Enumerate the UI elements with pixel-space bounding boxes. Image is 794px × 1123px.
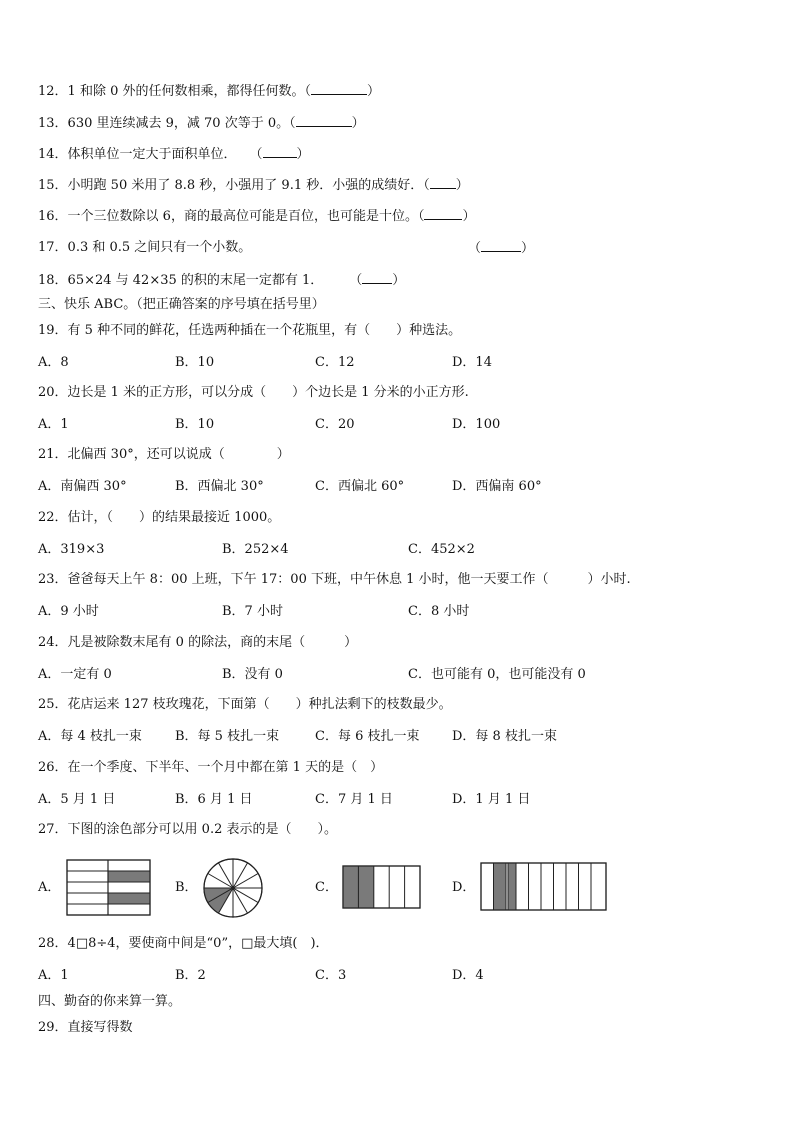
- q26-option-d[interactable]: D．1 月 1 日: [452, 792, 531, 807]
- q22-option-c[interactable]: C．452×2: [408, 542, 475, 557]
- q20-option-b[interactable]: B．10: [175, 417, 215, 432]
- question-15: [38, 177, 469, 194]
- section-heading-4: 四、勤奋的你来算一算。: [38, 994, 182, 1009]
- question-19: 19．有 5 种不同的鲜花，任选两种插在一个花瓶里，有（ ）种选法。: [38, 323, 462, 338]
- answer-blank[interactable]: [296, 115, 352, 127]
- q26-option-c[interactable]: C．7 月 1 日: [315, 792, 393, 807]
- q28-option-d[interactable]: D．4: [452, 968, 484, 983]
- answer-blank[interactable]: [424, 208, 462, 220]
- question-21: 21．北偏西 30°，还可以说成（ ）: [38, 447, 290, 462]
- q19-option-a[interactable]: A．8: [38, 355, 69, 370]
- question-text: 12．1 和除 0 外的任何数相乘，都得任何数。（: [38, 84, 311, 99]
- question-text: 17．0.3 和 0.5 之间只有一个小数。: [38, 240, 252, 255]
- q19-option-b[interactable]: B．10: [175, 355, 215, 370]
- q28-option-c[interactable]: C．3: [315, 968, 347, 983]
- answer-blank[interactable]: [481, 240, 521, 252]
- question-17-bracket: [468, 240, 534, 257]
- question-22: 22．估计，（ ）的结果最接近 1000。: [38, 510, 281, 525]
- question-27: 27．下图的涂色部分可以用 0.2 表示的是（ ）。: [38, 822, 337, 837]
- q27-option-d[interactable]: D．: [452, 880, 476, 895]
- q23-option-c[interactable]: C．8 小时: [408, 604, 470, 619]
- q22-option-a[interactable]: A．319×3: [38, 542, 105, 557]
- question-28: 28．4□8÷4，要使商中间是“0”，□最大填( )．: [38, 936, 329, 951]
- q23-option-a[interactable]: A．9 小时: [38, 604, 99, 619]
- bracket-open: （: [468, 241, 482, 256]
- q20-option-c[interactable]: C．20: [315, 417, 355, 432]
- answer-blank[interactable]: [362, 272, 392, 284]
- question-14: [38, 146, 310, 163]
- question-17: [38, 240, 251, 256]
- question-23: 23．爸爸每天上午 8：00 上班，下午 17：00 下班，中午休息 1 小时，他一天要工作（ ）小时.: [38, 572, 631, 587]
- q28-option-a[interactable]: A．1: [38, 968, 69, 983]
- question-text: 14．体积单位一定大于面积单位． （: [38, 147, 263, 162]
- q21-option-c[interactable]: C．西偏北 60°: [315, 479, 405, 494]
- q25-option-b[interactable]: B．每 5 枝扎一束: [175, 729, 280, 744]
- figure-a-grid: [66, 859, 152, 917]
- q24-option-a[interactable]: A．一定有 0: [38, 667, 112, 682]
- q19-option-c[interactable]: C．12: [315, 355, 355, 370]
- q28-option-b[interactable]: B．2: [175, 968, 206, 983]
- q27-option-a[interactable]: A．: [38, 880, 61, 895]
- question-25: 25．花店运来 127 枝玫瑰花，下面第（ ）种扎法剩下的枝数最少。: [38, 697, 452, 712]
- figure-d-bars: [480, 862, 608, 912]
- bracket-close: ）: [455, 178, 469, 193]
- question-20: 20．边长是 1 米的正方形，可以分成（ ）个边长是 1 分米的小正方形.: [38, 385, 469, 400]
- section-heading-3: 三、快乐 ABC。（把正确答案的序号填在括号里）: [38, 297, 325, 312]
- q21-option-b[interactable]: B．西偏北 30°: [175, 479, 264, 494]
- q27-option-b[interactable]: B．: [175, 880, 198, 895]
- q22-option-b[interactable]: B．252×4: [222, 542, 289, 557]
- bracket-close: ）: [392, 273, 406, 288]
- q24-option-b[interactable]: B．没有 0: [222, 667, 283, 682]
- question-12: [38, 83, 380, 100]
- bracket-close: ）: [521, 241, 535, 256]
- answer-blank[interactable]: [430, 177, 456, 189]
- q27-option-c[interactable]: C．: [315, 880, 338, 895]
- question-18: [38, 272, 405, 289]
- answer-blank[interactable]: [311, 83, 367, 95]
- question-24: 24．凡是被除数末尾有 0 的除法，商的末尾（ ）: [38, 635, 358, 650]
- question-29: 29．直接写得数: [38, 1020, 133, 1035]
- q24-option-c[interactable]: C．也可能有 0，也可能没有 0: [408, 667, 586, 682]
- q25-option-c[interactable]: C．每 6 枝扎一束: [315, 729, 420, 744]
- q19-option-d[interactable]: D．14: [452, 355, 492, 370]
- q25-option-d[interactable]: D．每 8 枝扎一束: [452, 729, 557, 744]
- question-text: 13．630 里连续减去 9，减 70 次等于 0。（: [38, 116, 296, 131]
- q25-option-a[interactable]: A．每 4 枝扎一束: [38, 729, 142, 744]
- q21-option-d[interactable]: D．西偏南 60°: [452, 479, 542, 494]
- answer-blank[interactable]: [263, 146, 297, 158]
- q23-option-b[interactable]: B．7 小时: [222, 604, 283, 619]
- q20-option-a[interactable]: A．1: [38, 417, 69, 432]
- question-16: [38, 208, 475, 225]
- figure-b-circle: [202, 857, 264, 919]
- question-text: 18．65×24 与 42×35 的积的末尾一定都有 1． （: [38, 273, 363, 288]
- bracket-close: ）: [366, 84, 380, 99]
- question-text: 16．一个三位数除以 6，商的最高位可能是百位，也可能是十位。（: [38, 209, 425, 224]
- q26-option-a[interactable]: A．5 月 1 日: [38, 792, 116, 807]
- question-text: 15．小明跑 50 米用了 8.8 秒，小强用了 9.1 秒．小强的成绩好．（: [38, 178, 430, 193]
- bracket-close: ）: [351, 116, 365, 131]
- q20-option-d[interactable]: D．100: [452, 417, 501, 432]
- question-26: 26．在一个季度、下半年、一个月中都在第 1 天的是（ ）: [38, 760, 384, 775]
- q21-option-a[interactable]: A．南偏西 30°: [38, 479, 127, 494]
- q26-option-b[interactable]: B．6 月 1 日: [175, 792, 253, 807]
- bracket-close: ）: [296, 147, 310, 162]
- figure-c-bars: [342, 865, 422, 910]
- bracket-close: ）: [462, 209, 476, 224]
- question-13: [38, 115, 365, 132]
